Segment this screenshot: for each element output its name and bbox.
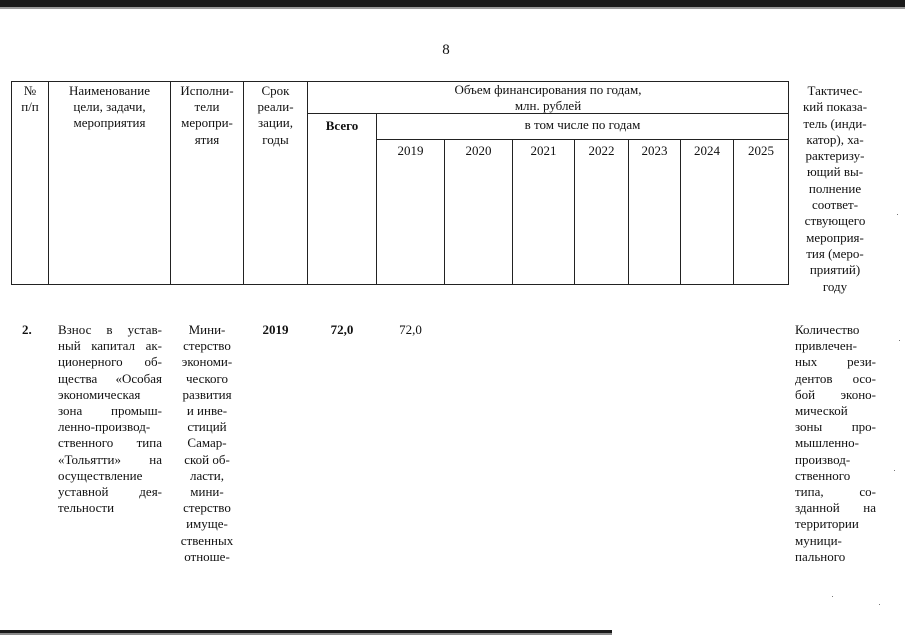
header-name: Наименование цели, задачи, мероприятия [69,83,150,131]
row-indicator: Количество привлечен- ных рези- дентов осо- бой эконо- мической зоны про- мышленно- производ- ственного типа, со- зданной на территории муници- пального [795,322,876,564]
header-term: Срок реали- зации, годы [257,83,294,147]
header-by-year: в том числе по годам [524,117,641,132]
header-total: Всего [325,118,359,133]
row-name: Взнос в устав- ный капитал ак- ционерного об- щества «Особая экономическая зона промыш- ленно-производ- ственного типа «Тольятти» на осуществление уставной дея- тельности [58,322,162,516]
header-year-2024: 2024 [694,143,720,158]
header-funding: Объем финансирования по годам, млн. рублей [454,82,642,114]
row-executor: Мини- стерство экономи- ческого развития и инве- стиций Самар- ской об- ласти, мини- стерство имуще- ственных отноше- [180,322,234,564]
header-year-2023: 2023 [641,143,668,158]
scan-speck [894,470,895,471]
scan-speck [897,214,898,215]
header-year-2020: 2020 [465,143,492,158]
scan-top-edge-shadow [0,7,905,9]
header-year-2021: 2021 [530,143,557,158]
row-term: 2019 [262,322,289,337]
header-year-2025: 2025 [748,143,774,158]
scan-speck [832,596,833,597]
row-total: 72,0 [330,322,354,337]
scan-speck [879,604,880,605]
row-num: 2. [22,322,32,337]
header-year-2019: 2019 [397,143,424,158]
scan-top-edge [0,0,905,7]
header-executor: Исполни- тели меропри- ятия [180,83,234,147]
header-indicator: Тактичес- кий показа- тель (инди- катор), ха- рактеризу- ющий вы- полнение соответ- ствующего мероприя- тия (меро- приятий) году [802,83,868,294]
page-number: 8 [442,42,450,58]
scan-bottom-edge-shadow [0,633,612,635]
scan-speck [899,340,900,341]
header-num: № п/п [21,83,39,115]
row-year-2019: 72,0 [399,322,422,337]
header-year-2022: 2022 [588,143,615,158]
